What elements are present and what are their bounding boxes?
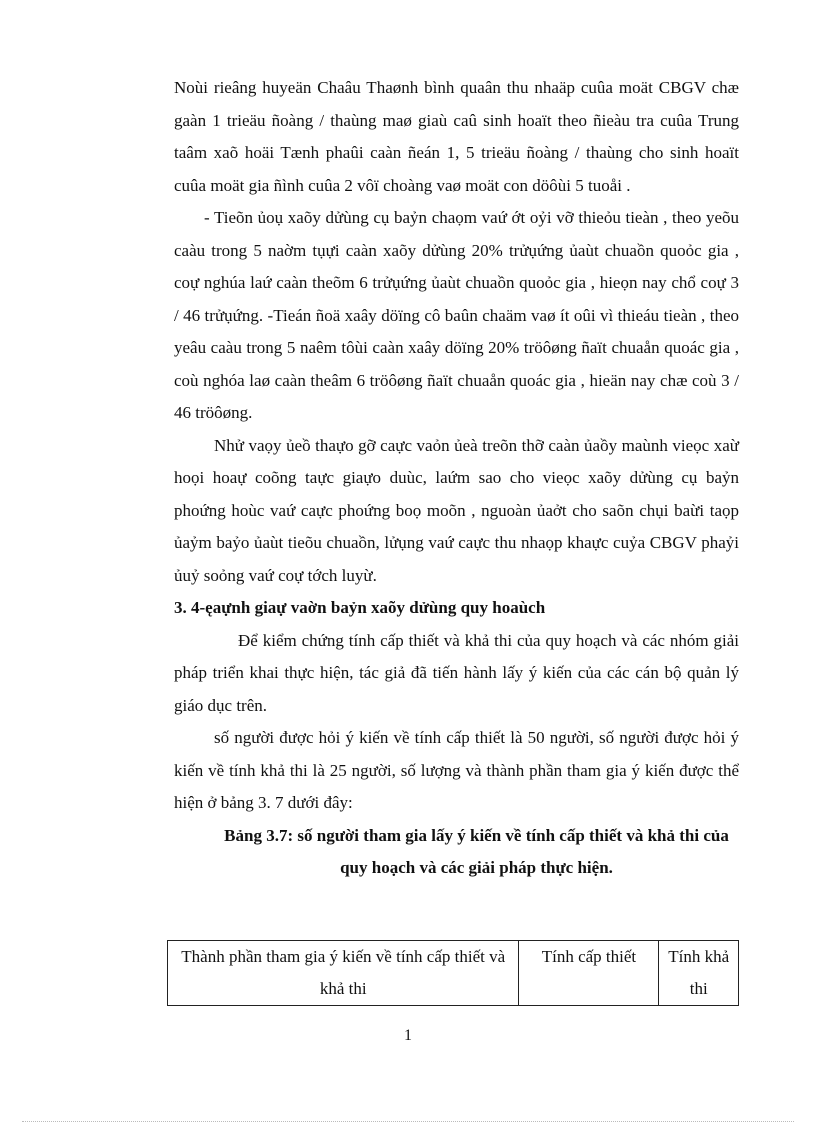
table-caption: Bảng 3.7: số người tham gia lấy ý kiến về tính cấp thiết và khả thi của quy hoạch và các giải pháp thực hiện. [224,825,729,877]
table-header-necessity: Tính cấp thiết [519,941,659,1006]
paragraph-survey-counts: số người được hỏi ý kiến về tính cấp thiết là 50 người, số người được hỏi ý kiến về tính khả thi là 25 người, số lượng và thành phần tham gia ý kiến được thể hiện ở bảng 3. 7 dưới đây: [174,728,739,812]
paragraph-solutions: Nhử vaọy ủeồ thaựo gỡ caực vaỏn ủeà treõn thỡ caàn ủaồy maùnh vieọc xaừ hoọi hoaự coõng taực giaựo duùc, laứm sao cho vieọc xaõy dửùng cụ baỷn phoứng hoùc vaứ caực phoứng boọ moõn , nguoàn ủaởt cho saõn chụi baừi taọp ủaỷm baỷo ủaùt tieõu chuaồn, lửụng vaứ caực thu nhaọp khaực cuỷa CBGV phaỷi ủuỷ soỏng vaứ coự tớch luyừ. [174,435,739,585]
document-body [174,72,739,885]
section-heading: 3. 4-ęaựnh giaự vaờn baỷn xaõy dửùng quy hoaùch [174,598,546,617]
paragraph-survey-intro: Để kiểm chứng tính cấp thiết và khả thi của quy hoạch và các nhóm giải pháp triển khai thực hiện, tác giả đã tiến hành lấy ý kiến của các cán bộ quản lý giáo dục trên. [174,630,739,715]
participants-table [167,940,739,1006]
table-header-row [168,941,739,1006]
paragraph-income: Noùi rieâng huyeän Chaâu Thaønh bình quaân thu nhaäp cuûa moät CBGV chæ gaàn 1 trieäu ñoàng / thaùng maø giaù caû sinh hoaït theo ñieàu tra cuûa Trung taâm xaõ hoäi Tænh phaûi caàn ñeán 1, 5 trieäu ñoàng / thaùng cho sinh hoaït cuûa moät gia ñình cuûa 2 vôï choàng vaø moät con döôùi 5 tuoåi . [174,78,739,195]
paragraph-construction: - Tieõn ủoụ xaõy dửùng cụ baỷn chaọm vaứ ớt oỷi vỡ thieỏu tieàn , theo yeõu caàu trong 5 naờm tụựi caàn xaõy dửùng 20% trửụứng ủaùt chuaồn quoỏc gia , coự nghúa laứ caàn theõm 6 trửụứng ủaùt chuaồn quoỏc gia , hieọn nay chổ coự 3 / 46 trửụứng. -Tieán ñoä xaây döïng cô baûn chaäm vaø ít oûi vì thieáu tieàn , theo yeâu caàu trong 5 naêm tôùi caàn xaây döïng 20% tröôøng ñaït chuaån quoác gia , coù nghóa laø caàn theâm 6 tröôøng ñaït chuaån quoác gia , hieän nay chæ coù 3 / 46 tröôøng. [174,208,739,422]
table-header-participants: Thành phần tham gia ý kiến về tính cấp thiết và khả thi [168,941,519,1006]
page-number: 1 [404,1027,412,1044]
footer-divider [22,1121,794,1122]
table-header-feasibility: Tính khả thi [659,941,739,1006]
